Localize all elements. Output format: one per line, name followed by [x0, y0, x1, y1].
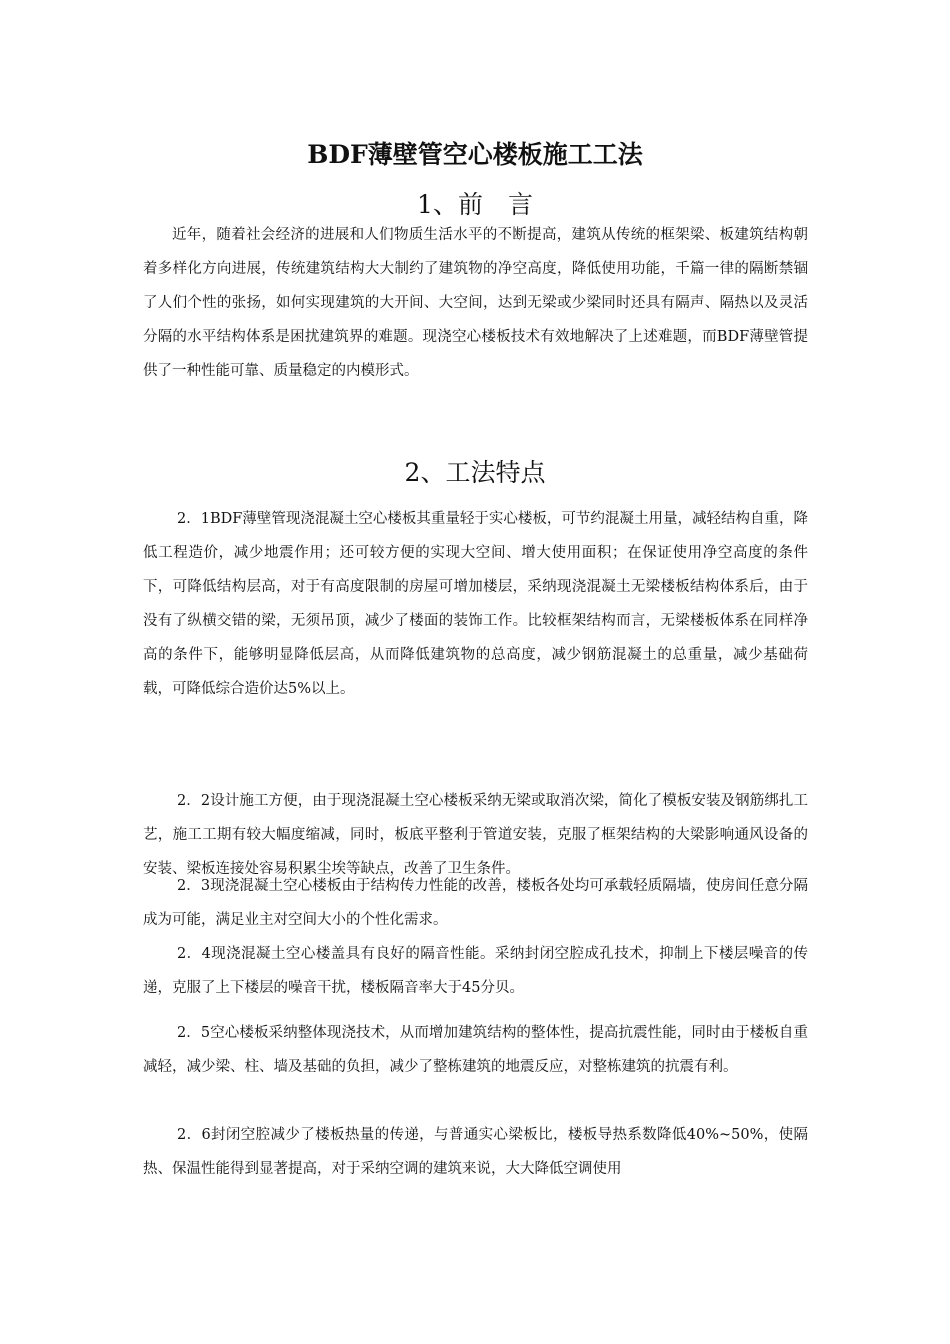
paragraph-feature-2-6: 2．6封闭空腔减少了楼板热量的传递，与普通实心梁板比，楼板导热系数降低40%~50%，使隔热、保温性能得到显著提高，对于采纳空调的建筑来说，大大降低空调使用: [143, 1127, 808, 1177]
document-title: BDF薄壁管空心楼板施工工法: [307, 140, 643, 169]
paragraph-feature-2-4: 2．4现浇混凝土空心楼盖具有良好的隔音性能。采纳封闭空腔成孔技术，抑制上下楼层噪音的传递，克服了上下楼层的噪音干扰，楼板隔音率大于45分贝。: [143, 946, 808, 996]
paragraph-feature-2-3: 2．3现浇混凝土空心楼板由于结构传力性能的改善，楼板各处均可承载轻质隔墙，使房间任意分隔成为可能，满足业主对空间大小的个性化需求。: [143, 878, 808, 928]
paragraph-preface: 近年，随着社会经济的进展和人们物质生活水平的不断提高，建筑从传统的框架梁、板建筑结构朝着多样化方向进展，传统建筑结构大大制约了建筑物的净空高度，降低使用功能，千篇一律的隔断禁锢了人们个性的张扬，如何实现建筑的大开间、大空间，达到无梁或少梁同时还具有隔声、隔热以及灵活分隔的水平结构体系是困扰建筑界的难题。现浇空心楼板技术有效地解决了上述难题，而BDF薄壁管提供了一种性能可靠、质量稳定的内模形式。: [143, 227, 808, 379]
paragraph-feature-2-2: 2．2设计施工方便，由于现浇混凝土空心楼板采纳无梁或取消次梁，简化了模板安装及钢筋绑扎工艺，施工工期有较大幅度缩减，同时，板底平整利于管道安装，克服了框架结构的大梁影响通风设备的安装、梁板连接处容易积累尘埃等缺点，改善了卫生条件。: [143, 793, 808, 877]
paragraph-feature-2-5: 2．5空心楼板采纳整体现浇技术，从而增加建筑结构的整体性，提高抗震性能，同时由于楼板自重减轻，减少梁、柱、墙及基础的负担，减少了整栋建筑的地震反应，对整栋建筑的抗震有利。: [143, 1025, 808, 1075]
paragraph-feature-2-1: 2．1BDF薄壁管现浇混凝土空心楼板其重量轻于实心楼板，可节约混凝土用量，减轻结构自重，降低工程造价，减少地震作用；还可较方便的实现大空间、增大使用面积；在保证使用净空高度的条件下，可降低结构层高，对于有高度限制的房屋可增加楼层，采纳现浇混凝土无梁楼板结构体系后，由于没有了纵横交错的梁，无须吊顶，减少了楼面的装饰工作。比较框架结构而言，无梁楼板体系在同样净高的条件下，能够明显降低层高，从而降低建筑物的总高度，减少钢筋混凝土的总重量，减少基础荷载，可降低综合造价达5%以上。: [143, 511, 808, 697]
section-heading-features: 2、工法特点: [404, 458, 546, 487]
section-heading-preface: 1、前 言: [417, 190, 533, 219]
